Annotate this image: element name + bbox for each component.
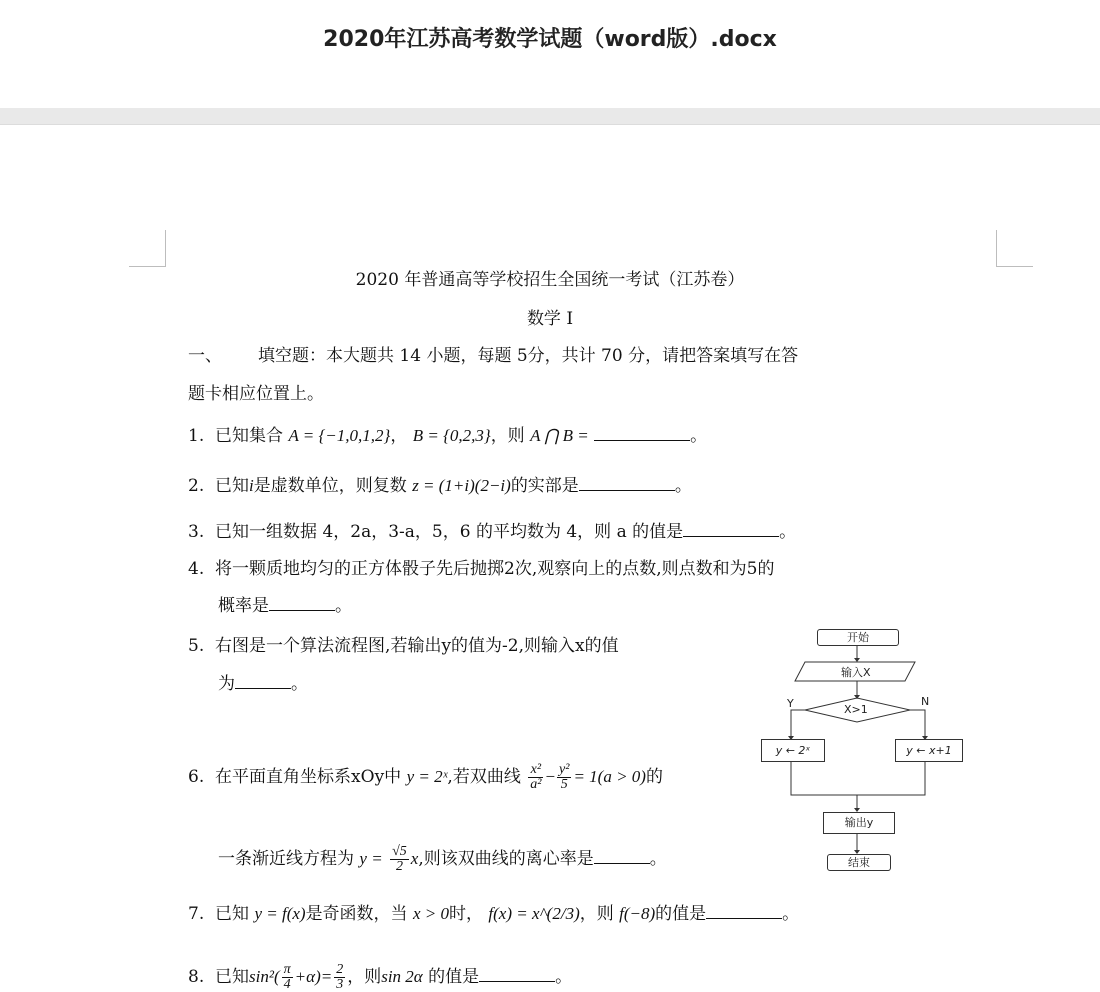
q4-number: 4. [188,559,205,579]
q4-answer-blank[interactable] [269,596,335,611]
q3-text: 已知一组数据 4，2a，3-a，5，6 的平均数为 4，则 a 的值是 [215,522,684,542]
q5-end: 。 [291,674,308,694]
document-page [0,125,1100,990]
q6-line2-post: ,则该双曲线的离心率是 [418,849,594,869]
q1-text: 已知集合 [215,426,284,446]
q7-text-post: 的值是 [655,904,707,924]
q8-expr3: sin 2α [381,967,423,986]
q7-text-mid3: ，则 [579,904,614,924]
q6-number: 6. [188,767,205,787]
question-6-cont [218,845,667,874]
q5-text-2: 为 [218,674,235,694]
q8-expr: sin²( [249,967,280,986]
section-instructions-cont: 题卡相应位置上。 [188,384,324,404]
q7-cond: x > 0 [412,904,449,923]
window-title-bar [0,0,1100,108]
section-instructions: 填空题：本大题共 14 小题，每题 5分，共计 70 分，请把答案填写在答 [258,346,799,366]
q6-frac-sqrt5: $\frac{√5}{2}$ [392,844,407,874]
q2-end: 。 [674,476,692,496]
q6-text: 在平面直角坐标系xOy中 [215,767,402,787]
flowchart-input: 输入X [841,666,871,679]
crop-mark-top-left [129,230,166,267]
crop-mark-top-right [996,230,1033,267]
q6-text-mid: ,若双曲线 [447,767,521,787]
flowchart-start: 开始 [817,629,899,646]
q7-text-mid2: 时， [449,904,483,924]
q1-expr: A ⋂ B = [530,426,589,445]
q7-text-mid: 是奇函数，当 [305,904,408,924]
q7-expr2: f(x) = x^(2/3) [488,904,580,923]
q1-text-mid: ，则 [490,426,525,446]
q2-text: 已知 [215,476,250,496]
flowchart-yes-label: Y [787,697,794,710]
question-3 [188,521,796,543]
q6-expr: y = 2ˣ [406,767,448,786]
question-5 [188,635,619,657]
q3-answer-blank[interactable] [683,522,779,537]
q6-frac-x: $\frac{\text{x²}}{\text{a²}}$ [530,762,542,792]
document-title: 2020年江苏高考数学试题（word版）.docx [323,27,777,52]
toolbar-separator [0,108,1100,125]
question-6 [188,763,663,792]
q8-answer-blank[interactable] [479,967,555,982]
q6-text-post: 的 [645,767,663,787]
q8-text: 已知 [215,967,250,987]
question-8 [188,963,572,992]
question-4 [188,558,775,580]
q8-frac-pi: $\frac{\pi}{4}$ [283,962,291,992]
q2-i: i [249,476,254,495]
q3-end: 。 [779,522,797,542]
q6-line2-x: x [410,849,419,868]
q8-expr2: +α)= [294,967,333,986]
flowchart-no-label: N [921,695,930,708]
q6-answer-blank[interactable] [594,849,650,864]
q7-answer-blank[interactable] [706,904,782,919]
exam-heading: 2020 年普通高等学校招生全国统一考试（江苏卷） [355,270,745,290]
q1-set-a: A = {−1,0,1,2} [288,426,391,445]
q2-text-mid: 是虚数单位，则复数 [253,476,407,496]
q4-text-2: 概率是 [218,596,269,616]
q7-expr3: f(−8) [619,904,656,923]
q7-end: 。 [782,904,800,924]
q2-text-post: 的实部是 [510,476,579,496]
q1-number: 1. [188,426,205,446]
q8-end: 。 [555,967,573,987]
q5-text: 右图是一个算法流程图,若输出y的值为-2,则输入x的值 [215,636,619,656]
q6-minus: − [545,767,556,786]
exam-subheading: 数学 I [526,309,574,329]
q6-frac-y: $\frac{\text{y²}}{5}$ [559,762,570,792]
q6-eq: = 1(a > 0) [573,767,646,786]
flowchart-condition: X>1 [844,703,868,716]
section-number: 一、 [188,346,222,366]
q8-frac-val: $\frac{2}{3}$ [336,962,344,992]
question-7 [188,903,799,925]
q2-answer-blank[interactable] [579,476,675,491]
q8-text-post: 的值是 [428,967,480,987]
q4-text: 将一颗质地均匀的正方体骰子先后抛掷2次,观察向上的点数,则点数和为5的 [215,559,775,579]
q2-expr: z = (1+i)(2−i) [412,476,511,495]
flowchart-left-box: y ← 2ˣ [761,739,825,762]
q6-line2-text: 一条渐近线方程为 [218,849,354,869]
algorithm-flowchart [755,625,970,885]
question-4-cont [218,595,352,617]
q2-number: 2. [188,476,205,496]
q1-set-b: B = {0,2,3} [412,426,491,445]
q8-text-mid: ，则 [347,967,382,987]
flowchart-right-box: y ← x+1 [895,739,963,762]
question-1 [188,425,707,447]
question-5-cont [218,673,308,695]
q1-answer-blank[interactable] [594,426,690,441]
q7-text: 已知 [215,904,250,924]
q3-number: 3. [188,522,205,542]
flowchart-output: 输出y [823,812,895,834]
question-2 [188,475,692,497]
q8-number: 8. [188,967,205,987]
q5-answer-blank[interactable] [235,674,291,689]
q1-comma: ， [390,426,408,446]
q4-end: 。 [335,596,352,616]
q6-line2-y: y = [359,849,383,868]
q1-end: 。 [690,426,708,446]
flowchart-end: 结束 [827,854,891,871]
q7-number: 7. [188,904,205,924]
q6-end: 。 [649,849,667,869]
q7-expr1: y = f(x) [254,904,306,923]
q5-number: 5. [188,636,205,656]
